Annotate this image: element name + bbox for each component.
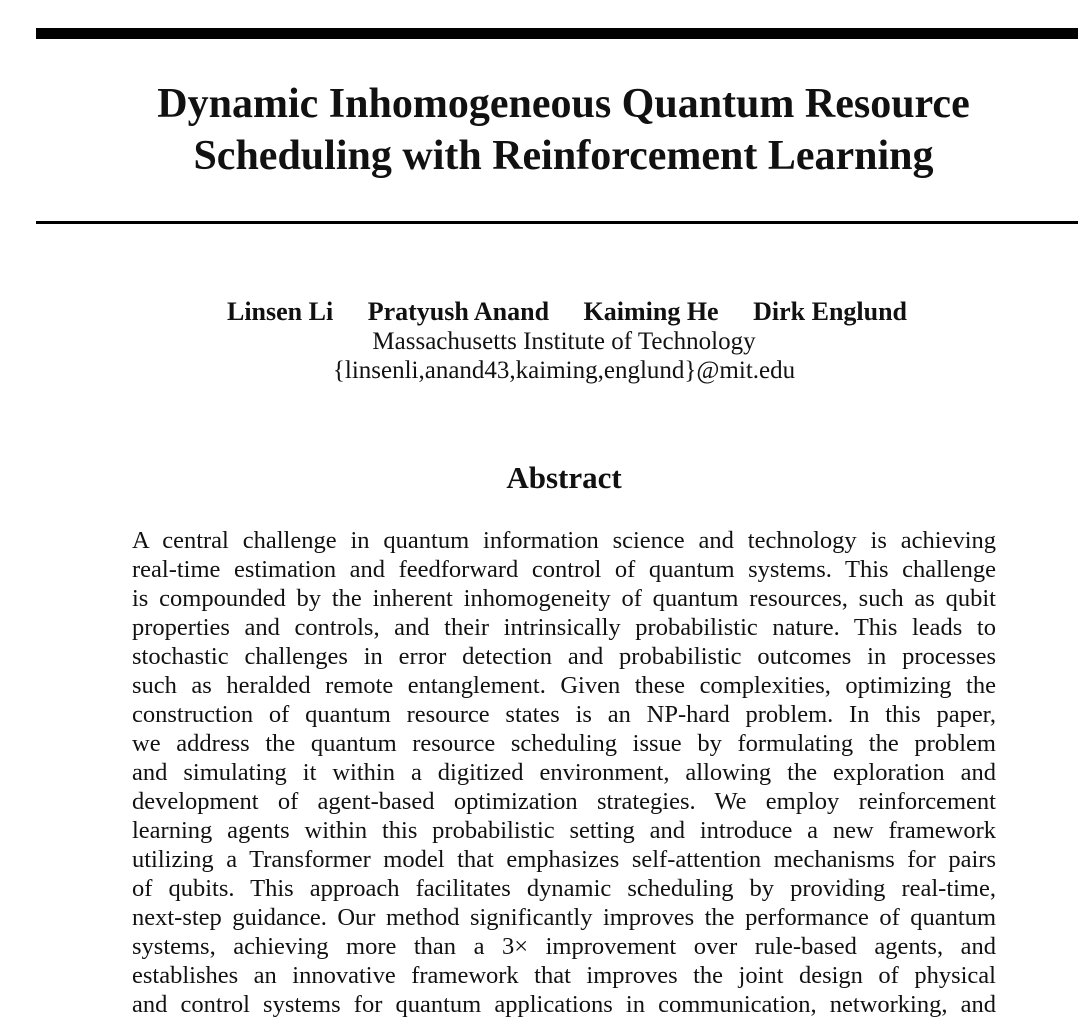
abstract-line: such as heralded remote entanglement. Given these complexities, optimizing the: [132, 672, 996, 699]
author-name: Linsen Li: [226, 297, 334, 326]
abstract-line: utilizing a Transformer model that emphasizes self-attention mechanisms for pairs: [132, 846, 996, 873]
abstract-line: is compounded by the inherent inhomogeneity of quantum resources, such as qubit: [132, 585, 996, 612]
abstract-line: A central challenge in quantum information science and technology is achieving: [132, 527, 996, 554]
author-list: [0, 297, 1078, 327]
abstract-line: learning agents within this probabilistic setting and introduce a new framework: [132, 817, 996, 844]
paper-title: [36, 78, 1078, 182]
affiliation: Massachusetts Institute of Technology: [372, 328, 756, 355]
author-emails: {linsenli,anand43,kaiming,englund}@mit.edu: [332, 357, 796, 384]
title-line-1: Dynamic Inhomogeneous Quantum Resource: [157, 81, 970, 127]
abstract-line: development of agent-based optimization strategies. We employ reinforcement: [132, 788, 996, 815]
abstract-line: systems, achieving more than a 3× improvement over rule-based agents, and: [132, 933, 996, 960]
abstract-line: stochastic challenges in error detection and probabilistic outcomes in processes: [132, 643, 996, 670]
abstract-line: and control systems for quantum applications in communication, networking, and: [132, 991, 996, 1018]
author-name: Pratyush Anand: [367, 297, 550, 326]
abstract-line: establishes an innovative framework that improves the joint design of physical: [132, 962, 996, 989]
abstract-line: real-time estimation and feedforward control of quantum systems. This challenge: [132, 556, 996, 583]
abstract-line: we address the quantum resource scheduling issue by formulating the problem: [132, 730, 996, 757]
abstract-heading: Abstract: [506, 460, 622, 495]
author-name: Kaiming He: [583, 297, 719, 326]
abstract-line: of qubits. This approach facilitates dynamic scheduling by providing real-time,: [132, 875, 996, 902]
author-name: Dirk Englund: [753, 297, 908, 326]
abstract-line: construction of quantum resource states is an NP-hard problem. In this paper,: [132, 701, 996, 728]
title-line-2: Scheduling with Reinforcement Learning: [193, 133, 934, 179]
title-bottom-rule: [36, 221, 1078, 224]
top-rule: [36, 28, 1078, 39]
abstract-line: and simulating it within a digitized environment, allowing the exploration and: [132, 759, 996, 786]
abstract-body: [132, 526, 996, 1019]
abstract-line: next-step guidance. Our method significantly improves the performance of quantum: [132, 904, 996, 931]
abstract-line: properties and controls, and their intrinsically probabilistic nature. This leads to: [132, 614, 996, 641]
